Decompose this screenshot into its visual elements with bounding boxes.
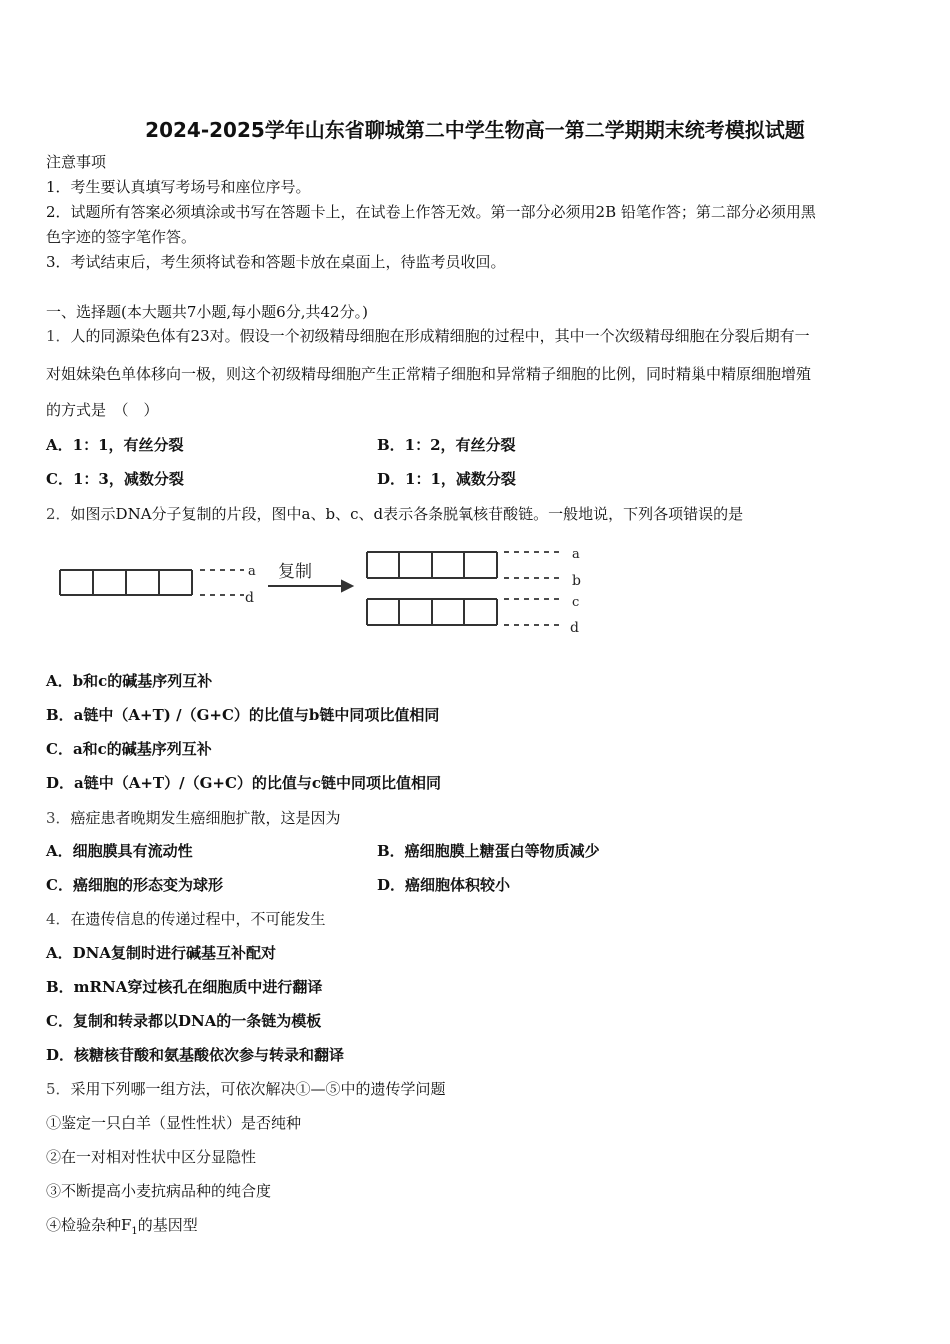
q3-option-c: C．癌细胞的形态变为球形 xyxy=(46,876,223,894)
q2-option-d: D．a链中（A+T）/（G+C）的比值与c链中同项比值相同 xyxy=(46,774,442,792)
q1-stem-line2: 对姐妹染色单体移向一极，则这个初级精母细胞产生正常精子细胞和异常精子细胞的比例，同时精巢中精原细胞增殖 xyxy=(46,365,812,383)
daughter-label-c: c xyxy=(572,595,580,610)
q5-item-3: ③不断提高小麦抗病品种的纯合度 xyxy=(46,1182,272,1200)
q1-text-1: 人的同源染色体有23对。假设一个初级精母细胞在形成精细胞的过程中，其中一个次级精母细胞在分裂后期有一 xyxy=(70,327,810,345)
q5-item-4-text: ④检验杂种F xyxy=(46,1216,132,1234)
q4-option-a: A．DNA复制时进行碱基互补配对 xyxy=(46,944,276,962)
q2-option-c: C．a和c的碱基序列互补 xyxy=(46,740,212,758)
q5-item-2: ②在一对相对性状中区分显隐性 xyxy=(46,1148,257,1166)
q5-stem xyxy=(46,1079,446,1099)
q4-option-b: B．mRNA穿过核孔在细胞质中进行翻译 xyxy=(46,978,323,996)
q1-option-d: D．1：1，减数分裂 xyxy=(377,470,516,488)
q1-option-b: B．1：2，有丝分裂 xyxy=(377,436,516,454)
q1-stem-line3: 的方式是 （ ） xyxy=(46,401,159,419)
q3-text: 癌症患者晚期发生癌细胞扩散，这是因为 xyxy=(70,809,341,827)
q4-number: 4． xyxy=(46,910,71,928)
notice-heading: 注意事项 xyxy=(46,153,107,171)
arrow-label: 复制 xyxy=(278,562,312,582)
daughter-bottom-dashed-ends xyxy=(504,599,564,625)
replication-arrow-icon xyxy=(268,581,352,591)
q2-text: 如图示DNA分子复制的片段，图中a、b、c、d表示各条脱氧核苷酸链。一般地说，下列各项错误的是 xyxy=(70,505,744,523)
notice-item-2-cont: 色字迹的签字笔作答。 xyxy=(46,228,197,246)
q5-number: 5． xyxy=(46,1080,71,1098)
section-heading: 一、选择题(本大题共7小题,每小题6分,共42分。) xyxy=(46,303,368,321)
q3-number: 3． xyxy=(46,809,71,827)
q4-option-d: D．核糖核苷酸和氨基酸依次参与转录和翻译 xyxy=(46,1046,345,1064)
notice-item-3: 3．考试结束后，考生须将试卷和答题卡放在桌面上，待监考员收回。 xyxy=(46,253,506,271)
parent-dna-ladder xyxy=(60,570,192,595)
q2-stem xyxy=(46,504,743,524)
parent-label-d: d xyxy=(245,590,254,606)
q5-item-4 xyxy=(46,1215,198,1242)
q5-item-4-tail: 的基因型 xyxy=(137,1216,198,1234)
q3-option-d: D．癌细胞体积较小 xyxy=(377,876,511,894)
notice-item-2: 2．试题所有答案必须填涂或书写在答题卡上，在试卷上作答无效。第一部分必须用2B 铅笔作答；第二部分必须用黑 xyxy=(46,203,816,221)
q1-option-a: A．1：1，有丝分裂 xyxy=(46,436,184,454)
q5-item-1: ①鉴定一只白羊（显性性状）是否纯种 xyxy=(46,1114,302,1132)
notice-item-1: 1．考生要认真填写考场号和座位序号。 xyxy=(46,178,311,196)
parent-dashed-ends xyxy=(200,570,244,595)
q2-number: 2． xyxy=(46,505,71,523)
daughter-top-dashed-ends xyxy=(504,552,564,578)
q3-option-a: A．细胞膜具有流动性 xyxy=(46,842,193,860)
daughter-dna-top-ladder xyxy=(367,552,497,578)
q2-option-b: B．a链中（A+T) /（G+C）的比值与b链中同项比值相同 xyxy=(46,706,440,724)
page-title: 2024-2025学年山东省聊城第二中学生物高一第二学期期末统考模拟试题 xyxy=(145,118,805,142)
q3-stem xyxy=(46,808,341,828)
q1-number: 1． xyxy=(46,327,71,345)
q4-text: 在遗传信息的传递过程中，不可能发生 xyxy=(70,910,326,928)
q1-option-c: C．1：3，减数分裂 xyxy=(46,470,184,488)
daughter-label-a: a xyxy=(572,547,580,562)
q4-stem xyxy=(46,909,326,929)
q5-item-4-subscript: 1 xyxy=(131,1226,138,1237)
q5-text: 采用下列哪一组方法，可依次解决①—⑤中的遗传学问题 xyxy=(70,1080,446,1098)
daughter-label-b: b xyxy=(572,573,581,589)
daughter-label-d: d xyxy=(570,620,579,635)
dna-replication-figure xyxy=(52,543,592,635)
q3-option-b: B．癌细胞膜上糖蛋白等物质减少 xyxy=(377,842,600,860)
q2-option-a: A．b和c的碱基序列互补 xyxy=(46,672,213,690)
daughter-dna-bottom-ladder xyxy=(367,599,497,625)
q4-option-c: C．复制和转录都以DNA的一条链为模板 xyxy=(46,1012,322,1030)
parent-label-a: a xyxy=(248,564,256,579)
q1-stem-line1 xyxy=(46,326,810,346)
